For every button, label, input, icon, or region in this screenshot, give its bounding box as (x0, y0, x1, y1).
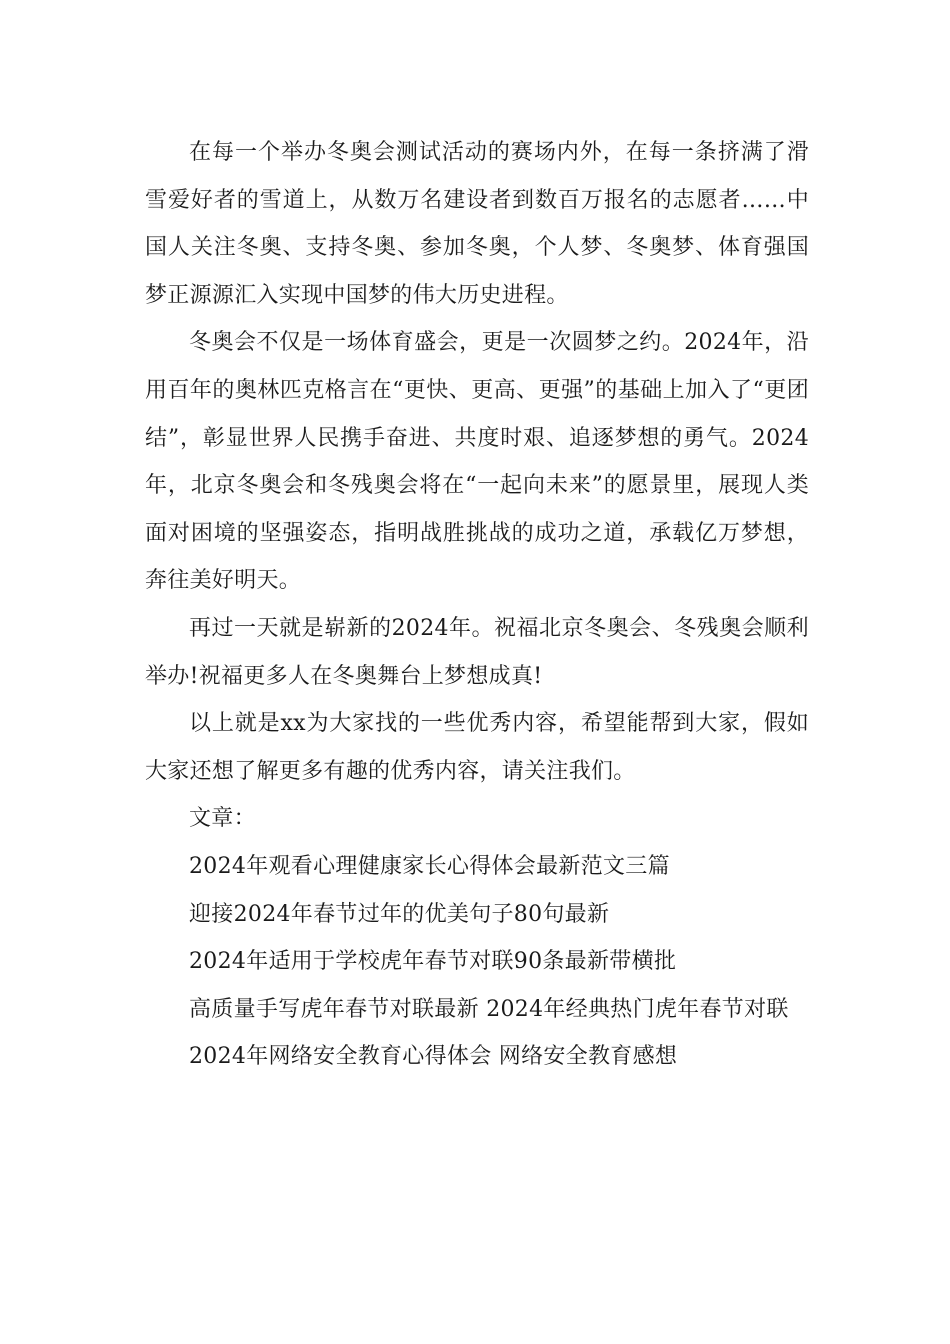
article-link-1[interactable]: 2024年观看心理健康家长心得体会最新范文三篇 (189, 853, 670, 879)
articles-label: 文章： (189, 806, 256, 832)
article-link-5[interactable]: 2024年网络安全教育心得体会 网络安全教育感想 (189, 1044, 678, 1070)
article-link-3[interactable]: 2024年适用于学校虎年春节对联90条最新带横批 (189, 949, 677, 975)
paragraph-winter-olympics-dream: 在每一个举办冬奥会测试活动的赛场内外，在每一条挤满了滑雪爱好者的雪道上，从数万名建设者到数百万报名的志愿者……中国人关注冬奥、支持冬奥、参加冬奥，个人梦、冬奥梦、体育强国梦正源源汇入实现中国梦的伟大历史进程。 (145, 140, 809, 308)
article-list (145, 843, 809, 1081)
article-link-4[interactable]: 高质量手写虎年春节对联最新 2024年经典热门虎年春节对联 (189, 996, 789, 1022)
paragraph-new-year-wishes: 再过一天就是崭新的2024年。祝福北京冬奥会、冬残奥会顺利举办!祝福更多人在冬奥舞台上梦想成真! (145, 615, 809, 689)
document-body (145, 129, 809, 1081)
article-link-2[interactable]: 迎接2024年春节过年的优美句子80句最新 (189, 901, 610, 927)
paragraph-olympic-motto: 冬奥会不仅是一场体育盛会，更是一次圆梦之约。2024年，沿用百年的奥林匹克格言在“更快、更高、更强”的基础上加入了“更团结”，彰显世界人民携手奋进、共度时艰、追逐梦想的勇气。2024年，北京冬奥会和冬残奥会将在“一起向未来”的愿景里，展现人类面对困境的坚强姿态，指明战胜挑战的成功之道，承载亿万梦想，奔往美好明天。 (145, 330, 809, 594)
paragraph-closing-note: 以上就是xx为大家找的一些优秀内容，希望能帮到大家，假如大家还想了解更多有趣的优秀内容，请关注我们。 (145, 711, 809, 784)
